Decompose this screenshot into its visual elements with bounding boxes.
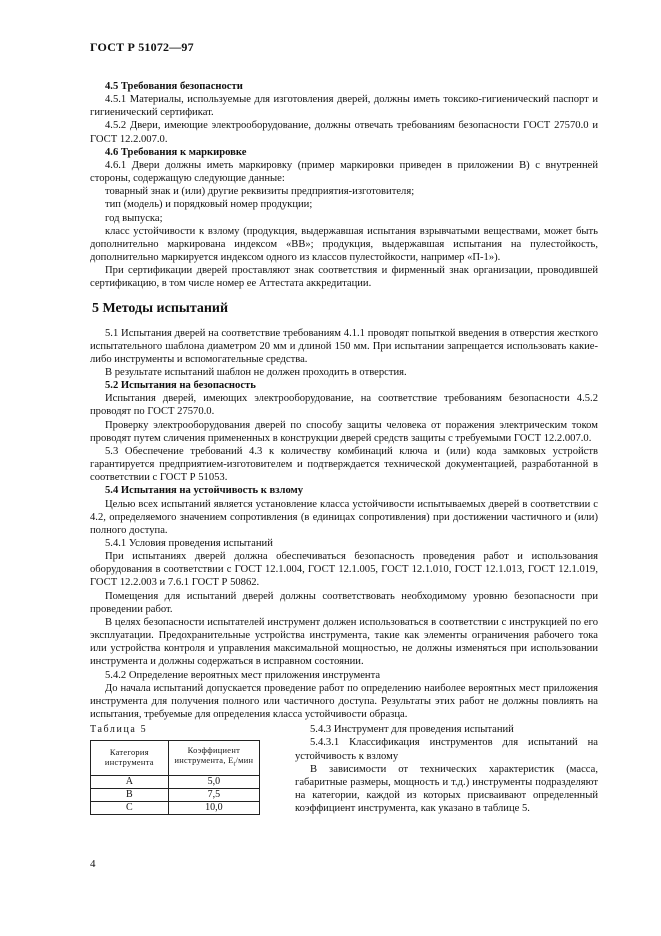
col-coefficient-header-main: Коэффициент инструмента, E: [174, 746, 241, 766]
clause-5-3: 5.3 Обеспечение требований 4.3 к количеству комбинаций ключа и (или) кода замковых устройств гарантируется предприятием-изготовителем и подтверждается технической документацией, разработанной в соответствии с ГОСТ Р 51053.: [90, 445, 598, 484]
clause-5-4-1-p1: При испытаниях дверей должна обеспечиваться безопасность проведения работ и использования оборудования в соответствии с ГОСТ 12.1.004, ГОСТ 12.1.005, ГОСТ 12.1.010, ГОСТ 12.1.013, ГОСТ 12.1.019, ГОСТ 12.2.003 и 7.6.1 ГОСТ Р 50862.: [90, 551, 598, 589]
clause-5-1-result: В результате испытаний шаблон не должен проходить в отверстия.: [105, 366, 407, 378]
marking-item-model: тип (модель) и порядковый номер продукции;: [105, 199, 313, 211]
table-and-text-block: [90, 723, 598, 833]
clause-5-4-1-p3: В целях безопасности испытателей инструмент должен использоваться в соответствии с инструкцией по его эксплуатации. Предохранительные устройства инструмента, такие как элементы ограничения рабочего тока или устройства контроля и управления максимальной мощностью, не должны изменяться при использовании инструмента и должны содержаться в исправном состоянии.: [90, 616, 598, 668]
table-cell-category: B: [91, 789, 169, 802]
clause-5-4-2-title: 5.4.2 Определение вероятных мест приложения инструмента: [105, 669, 381, 681]
clause-5-4-3-1-p1: В зависимости от технических характеристик (масса, габаритные размеры, мощность и т.д.) инструменты подразделяют на категории, каждой из которых присваивают определенный коэффициент инструмента, как указано в таблице 5.: [295, 763, 598, 815]
marking-item-year: год выпуска;: [105, 212, 163, 224]
col-category-header: Категория инструмента: [91, 741, 169, 776]
section-5-2-title: 5.2 Испытания на безопасность: [105, 380, 256, 392]
section-4-5-title: 4.5 Требования безопасности: [105, 81, 243, 92]
table-5: [90, 740, 260, 815]
table-5-caption: Таблица 5: [90, 724, 148, 736]
table-cell-category: A: [91, 776, 169, 789]
clause-5-4-p1: Целью всех испытаний является установление класса устойчивости испытываемых дверей в соответствии с 4.2, определяемого значением сопротивления (в единицах сопротивления) при достижении частичного и (или) полного доступа.: [90, 498, 598, 536]
page-number: 4: [90, 858, 96, 870]
marking-item-class: класс устойчивости к взлому (продукция, выдержавшая испытания взрывчатыми веществами, может быть дополнительно маркирована индексом «ВВ»; продукция, выдержавшая испытания на пулестойкость, дополнительно маркируется индексом одного из классов пулестойкости, например «П-1»).: [90, 225, 598, 264]
table-row: [91, 776, 260, 789]
clause-5-4-3-title: 5.4.3 Инструмент для проведения испытаний: [310, 724, 514, 736]
col-coefficient-header-unit: /мин: [235, 756, 254, 766]
section-5-title: 5 Методы испытаний: [92, 300, 229, 316]
clause-4-6-1: 4.6.1 Двери должны иметь маркировку (пример маркировки приведен в приложении В) с внутренней стороны, содержащую следующие данные:: [90, 159, 598, 185]
clause-5-2-p1: Испытания дверей, имеющих электрооборудование, на соответствие требованиям безопасности 4.5.2 проводят по ГОСТ 27570.0.: [90, 393, 598, 418]
clause-5-4-3-1-title: 5.4.3.1 Классификация инструментов для испытаний на устойчивость к взлому: [295, 737, 598, 762]
table-header-row: [91, 741, 260, 776]
table-cell-category: C: [91, 802, 169, 815]
table-row: [91, 789, 260, 802]
section-4-6-title: 4.6 Требования к маркировке: [105, 146, 247, 158]
certification-paragraph: При сертификации дверей проставляют знак соответствия и фирменный знак организации, проводившей сертификацию, в том числе номер ее Аттестата аккредитации.: [90, 265, 598, 290]
clause-5-1: 5.1 Испытания дверей на соответствие требованиям 4.1.1 проводят попыткой введения в отверстия жесткого испытательного шаблона диаметром 20 мм и длиной 150 мм. При испытании запрещается использовать какие-либо инструменты и вспомогательные средства.: [90, 327, 598, 365]
col-coefficient-header-sub: t: [233, 762, 236, 769]
clause-5-4-1-p2: Помещения для испытаний дверей должны соответствовать необходимому уровню безопасности при проведении работ.: [90, 590, 598, 615]
page-body: [90, 80, 598, 833]
marking-item-trademark: товарный знак и (или) другие реквизиты предприятия-изготовителя;: [105, 186, 415, 198]
clause-4-5-2: 4.5.2 Двери, имеющие электрооборудование, должны отвечать требованиям безопасности ГОСТ 27570.0 и ГОСТ 12.2.007.0.: [90, 120, 598, 145]
clause-5-2-p2: Проверку электрооборудования дверей по способу защиты человека от поражения электрическим током проводят путем сличения примененных в конструкции дверей средств защиты с требуемыми ГОСТ 12.2.007.0.: [90, 419, 598, 444]
document-code: ГОСТ Р 51072—97: [90, 40, 194, 54]
clause-4-5-1: 4.5.1 Материалы, используемые для изготовления дверей, должны иметь токсико-гигиенический паспорт и гигиенический сертификат.: [90, 94, 598, 119]
table-cell-coefficient: 5,0: [168, 776, 259, 789]
tools-text-column: [295, 723, 598, 815]
table-row: [91, 802, 260, 815]
section-5-4-title: 5.4 Испытания на устойчивость к взлому: [105, 485, 304, 497]
table-cell-coefficient: 10,0: [168, 802, 259, 815]
clause-5-4-1-title: 5.4.1 Условия проведения испытаний: [105, 538, 273, 549]
table-cell-coefficient: 7,5: [168, 789, 259, 802]
col-coefficient-header: [168, 741, 259, 776]
clause-5-4-2-p1: До начала испытаний допускается проведение работ по определению наиболее вероятных мест приложения инструмента для получения полного или частичного доступа. Результаты этих работ не должны повлиять на испытания, требуемые для определения класса устойчивости образца.: [90, 682, 598, 721]
